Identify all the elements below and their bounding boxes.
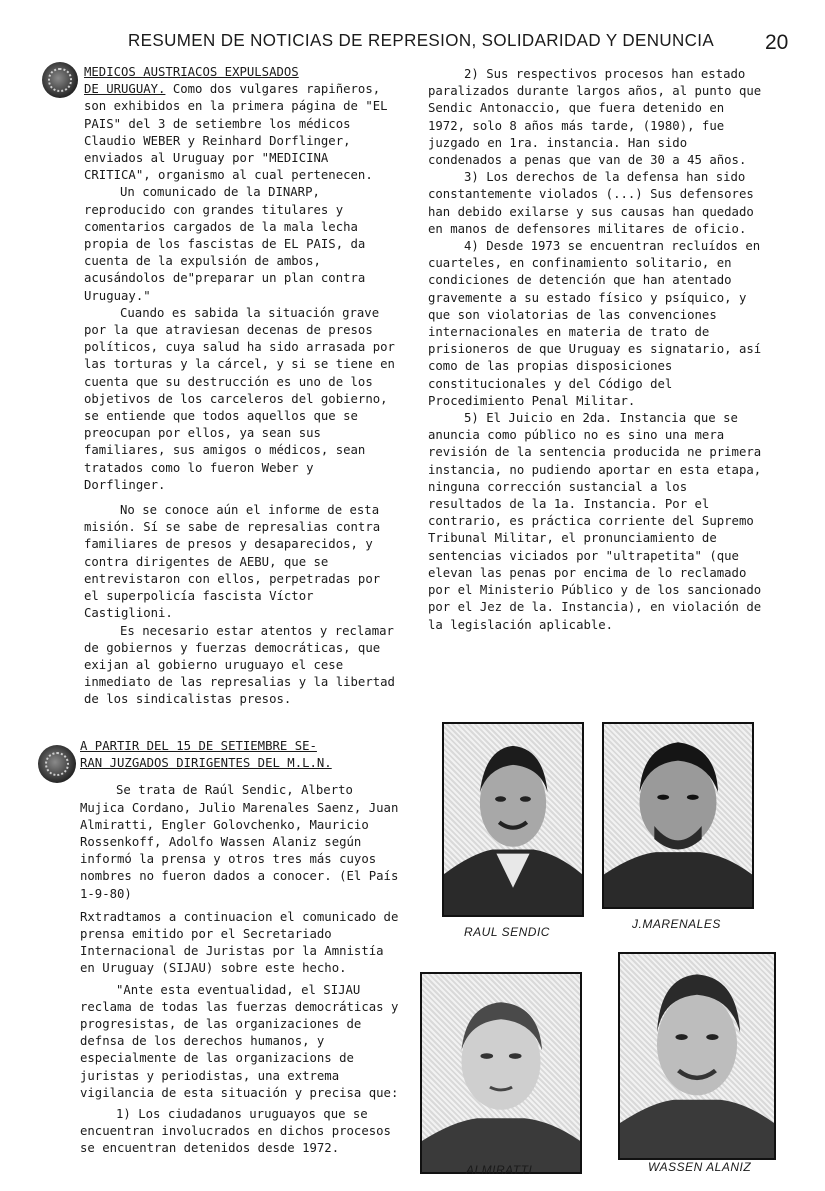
- article-2-point-4: 4) Desde 1973 se encuentran recluídos en cuarteles, en confinamiento solitario, en condiciones de detención que han atentado gravemente a su estado físico y psíquico, y que son violatorias de las convenciones internacionales en materia de trato de prisioneros de que Uruguay es signatario, así como de las propias disposiciones constitucionales y del Código del Procedimiento Penal Militar.: [428, 239, 762, 408]
- article-2-emblem-icon: [38, 745, 76, 783]
- article-1-paragraph-5: Es necesario estar atentos y reclamar de gobiernos y fuerzas democráticas, que exijan al gobierno uruguayo el cese inmediato de las represalias y la libertad de los sindicalistas presos.: [84, 623, 395, 707]
- page-header-title: RESUMEN DE NOTICIAS DE REPRESION, SOLIDARIDAD Y DENUNCIA: [128, 30, 715, 50]
- portrait-photo-wassen-alaniz: [618, 952, 776, 1160]
- article-1: [84, 64, 402, 709]
- article-2-paragraph-1: Se trata de Raúl Sendic, Alberto Mujica Cordano, Julio Marenales Saenz, Juan Almiratti, Engler Golovchenko, Mauricio Rossenkoff, Adolfo Wassen Alaniz según informó la prensa y otros tres más cuyos nombres no fueron dados a conocer. (El País 1-9-80): [80, 783, 399, 901]
- article-1-paragraph-4: No se conoce aún el informe de esta misión. Sí se sabe de represalias contra familiares de presos y desaparecidos, y contra dirigentes de AEBU, que se entrevistaron con ellos, perpetradas por el superpolicía fascista Víctor Castiglioni.: [84, 503, 381, 621]
- article-1-headline-cont: DE URUGUAY.: [84, 82, 166, 97]
- article-2-paragraph-2: Rxtradtamos a continuacion el comunicado de prensa emitido por el Secretariado Internacional de Juristas por la Amnistía en Uruguay (SIJAU) sobre este hecho.: [80, 909, 399, 976]
- article-emblem-icon: [42, 62, 78, 98]
- article-2-paragraph-3: "Ante esta eventualidad, el SIJAU reclama de todas las fuerzas democráticas y progresistas, de las organizaciones de defnsa de los derechos humanos, y especialmente de las organizacions de juristas y periodistas, una extrema vigilancia de esta situación y precisa que:: [80, 982, 399, 1100]
- article-1-headline: MEDICOS AUSTRIACOS EXPULSADOS: [84, 65, 299, 79]
- page-number: 20: [765, 31, 789, 54]
- portrait-photo-almiratti: [420, 972, 582, 1174]
- article-2: [80, 738, 402, 1158]
- portrait-photo-marenales: [602, 722, 754, 909]
- article-1-paragraph-3: Cuando es sabida la situación grave por la que atraviesan decenas de presos políticos, cuya salud ha sido arrasada por las torturas y la cárcel, y si se tiene en cuenta que su destrucción es uno de los objetivos de los carceleros del gobierno, se entiende que todos aquellos que se preocupan por ellos, ya sean sus familiares, sus amigos o médicos, sean tratados como lo fueron Weber y Dorflinger.: [84, 305, 395, 492]
- article-2-point-5: 5) El Juicio en 2da. Instancia que se anuncia como público no es sino una mera revisión de la sentencia producida ne primera instancia, no pudiendo aportar en esta etapa, ninguna corrección sustancial a los resultados de la 1a. Instancia. Por el contrario, es práctica corriente del Supremo Tribunal Militar, el pronunciamiento de sentencias viciados por "ultrapetita" (que elevan las penas por encima de lo reclamado por el Ministerio Público y de los sancionado por el Jez de la. Instancia), en violación de la legislación aplicable.: [428, 411, 762, 632]
- article-2-point-3: 3) Los derechos de la defensa han sido constantemente violados (...) Sus defensores han debido exilarse y sus causas han quedado en manos de defensores militares de oficio.: [428, 170, 754, 236]
- article-1-paragraph-2: Un comunicado de la DINARP, reproducido con grandes titulares y comentarios cargados de la mala lecha propia de los fascistas de EL PAIS, da cuenta de la expulsión de ambos, acusándolos de"preparar un plan contra Uruguay.": [84, 185, 366, 303]
- article-2-point-2: 2) Sus respectivos procesos han estado paralizados durante largos años, al punto que Sendic Antonaccio, que fuera detenido en 1972, solo 8 años más tarde, (1980), fue juzgado en 1ra. instancia. Han sido condenados a penas que van de 30 a 45 años.: [428, 67, 762, 168]
- article-2-paragraph-4: 1) Los ciudadanos uruguayos que se encuentran involucrados en dichos procesos se encuentran detenidos desde 1972.: [80, 1107, 391, 1156]
- article-1-continued: [428, 66, 768, 634]
- portrait-photo-sendic: [442, 722, 584, 917]
- photo-caption-marenales: J.MARENALES: [632, 917, 721, 931]
- photo-caption-sendic: RAUL SENDIC: [464, 925, 550, 939]
- article-1-paragraph-1: Como dos vulgares rapiñeros, son exhibidos en la primera página de "EL PAIS" del 3 de setiembre los médicos Claudio WEBER y Reinhard Dorflinger, enviados al Uruguay por "MEDICINA CRITICA", organismo al cual pertenecen.: [84, 82, 388, 183]
- photo-caption-wassen-alaniz: WASSEN ALANIZ: [648, 1160, 752, 1174]
- article-2-headline-cont: RAN JUZGADOS DIRIGENTES DEL M.L.N.: [80, 756, 332, 771]
- article-2-headline: A PARTIR DEL 15 DE SETIEMBRE SE-: [80, 739, 317, 753]
- photo-caption-almiratti: ALMIRATTI: [466, 1163, 533, 1177]
